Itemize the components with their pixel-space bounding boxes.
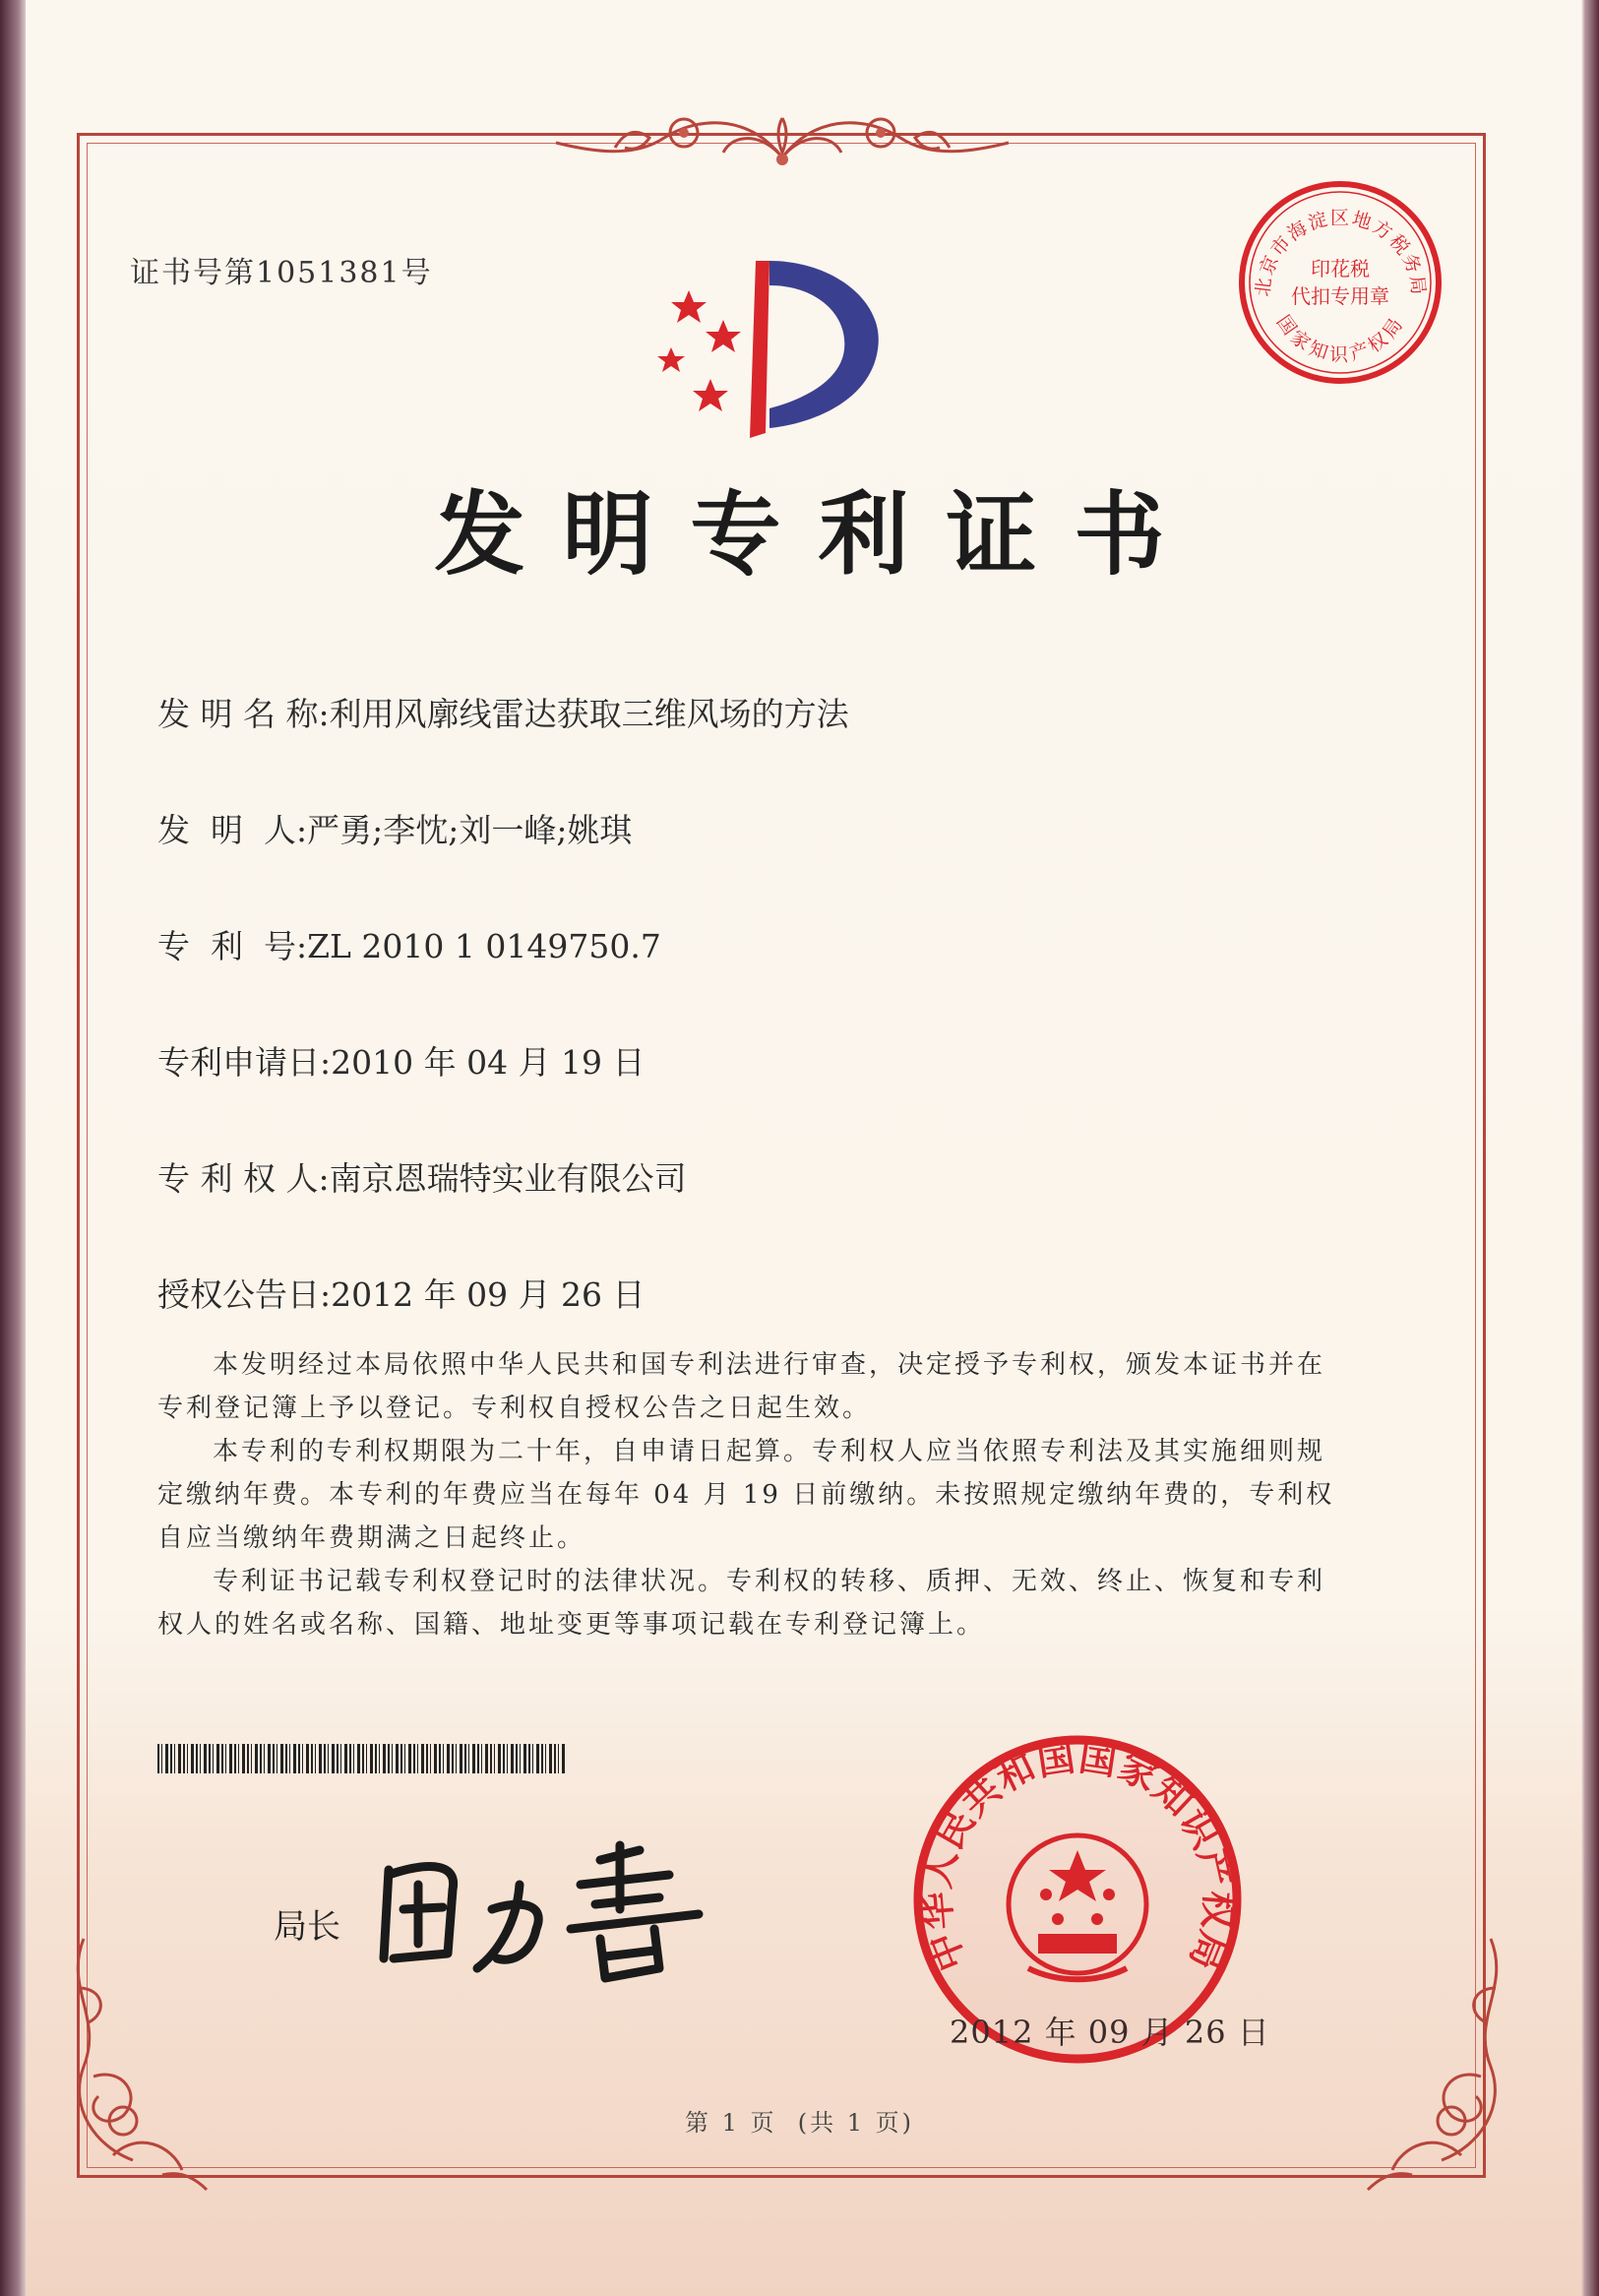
page-edge	[1581, 0, 1599, 2296]
page-number: 第 1 页 (共 1 页)	[684, 2109, 915, 2137]
field-inventors-label: 发 明 人:	[157, 811, 308, 849]
body-paragraph: 本专利的专利权期限为二十年，自申请日起算。专利权人应当依照专利法及其实施细则规定缴纳年费。本专利的年费应当在每年 04 月 19 日前缴纳。未按照规定缴纳年费的，专利权自应当缴纳年费期满之日起终止。	[157, 1437, 1335, 1553]
official-seal-ring-text: 中华人民共和国国家知识产权局	[913, 1735, 1242, 1977]
field-invention-name	[157, 689, 849, 735]
field-patentee-value: 南京恩瑞特实业有限公司	[329, 1159, 687, 1198]
field-patent-number-label: 专 利 号:	[157, 927, 308, 965]
field-application-date	[157, 1037, 646, 1084]
field-patentee-label: 专 利 权 人:	[157, 1159, 330, 1198]
book-binding	[0, 0, 26, 2296]
top-ornament	[536, 98, 1028, 177]
sipo-logo	[649, 251, 905, 448]
bottom-left-ornament	[54, 1929, 221, 2195]
field-invention-name-value: 利用风廓线雷达获取三维风场的方法	[329, 695, 849, 733]
field-grant-date-label: 授权公告日:	[157, 1275, 332, 1314]
director-label: 局长	[274, 1907, 340, 1947]
seal-date: 2012 年 09 月 26 日	[950, 2014, 1270, 2051]
field-patent-number-value: ZL 2010 1 0149750.7	[307, 927, 661, 965]
field-inventors	[157, 805, 632, 851]
body-paragraph: 专利证书记载专利权登记时的法律状况。专利权的转移、质押、无效、终止、恢复和专利权人的姓名或名称、国籍、地址变更等事项记载在专利登记簿上。	[157, 1567, 1326, 1640]
body-paragraph: 本发明经过本局依照中华人民共和国专利法进行审查，决定授予专利权，颁发本证书并在专利登记簿上予以登记。专利权自授权公告之日起生效。	[157, 1350, 1326, 1423]
field-grant-date	[157, 1270, 646, 1316]
certificate-body-text	[157, 1343, 1338, 1646]
stamp-duty-seal-line2: 代扣专用章	[1291, 284, 1389, 308]
stamp-duty-seal-line1: 印花税	[1311, 257, 1370, 280]
bottom-right-ornament	[1353, 1929, 1520, 2195]
certificate-number: 证书号第1051381号	[130, 256, 433, 290]
certificate-title: 发明专利证书	[434, 481, 1202, 588]
stamp-duty-seal-bottom-text: 国家知识产权局	[1271, 311, 1410, 366]
field-grant-date-value: 2012 年 09 月 26 日	[331, 1275, 646, 1314]
field-patent-number	[157, 921, 661, 967]
stamp-duty-seal	[1235, 177, 1446, 389]
field-invention-name-label: 发 明 名 称:	[157, 695, 330, 733]
director-signature	[374, 1831, 728, 1988]
field-application-date-label: 专利申请日:	[157, 1043, 332, 1082]
svg-text:国家知识产权局	[1272, 311, 1409, 365]
barcode	[157, 1744, 566, 1773]
field-patentee	[157, 1153, 687, 1200]
stamp-duty-seal-ring-text: 北京市海淀区地方税务局	[1252, 207, 1430, 298]
field-inventors-value: 严勇;李忱;刘一峰;姚琪	[307, 811, 633, 849]
field-application-date-value: 2010 年 04 月 19 日	[331, 1043, 646, 1082]
